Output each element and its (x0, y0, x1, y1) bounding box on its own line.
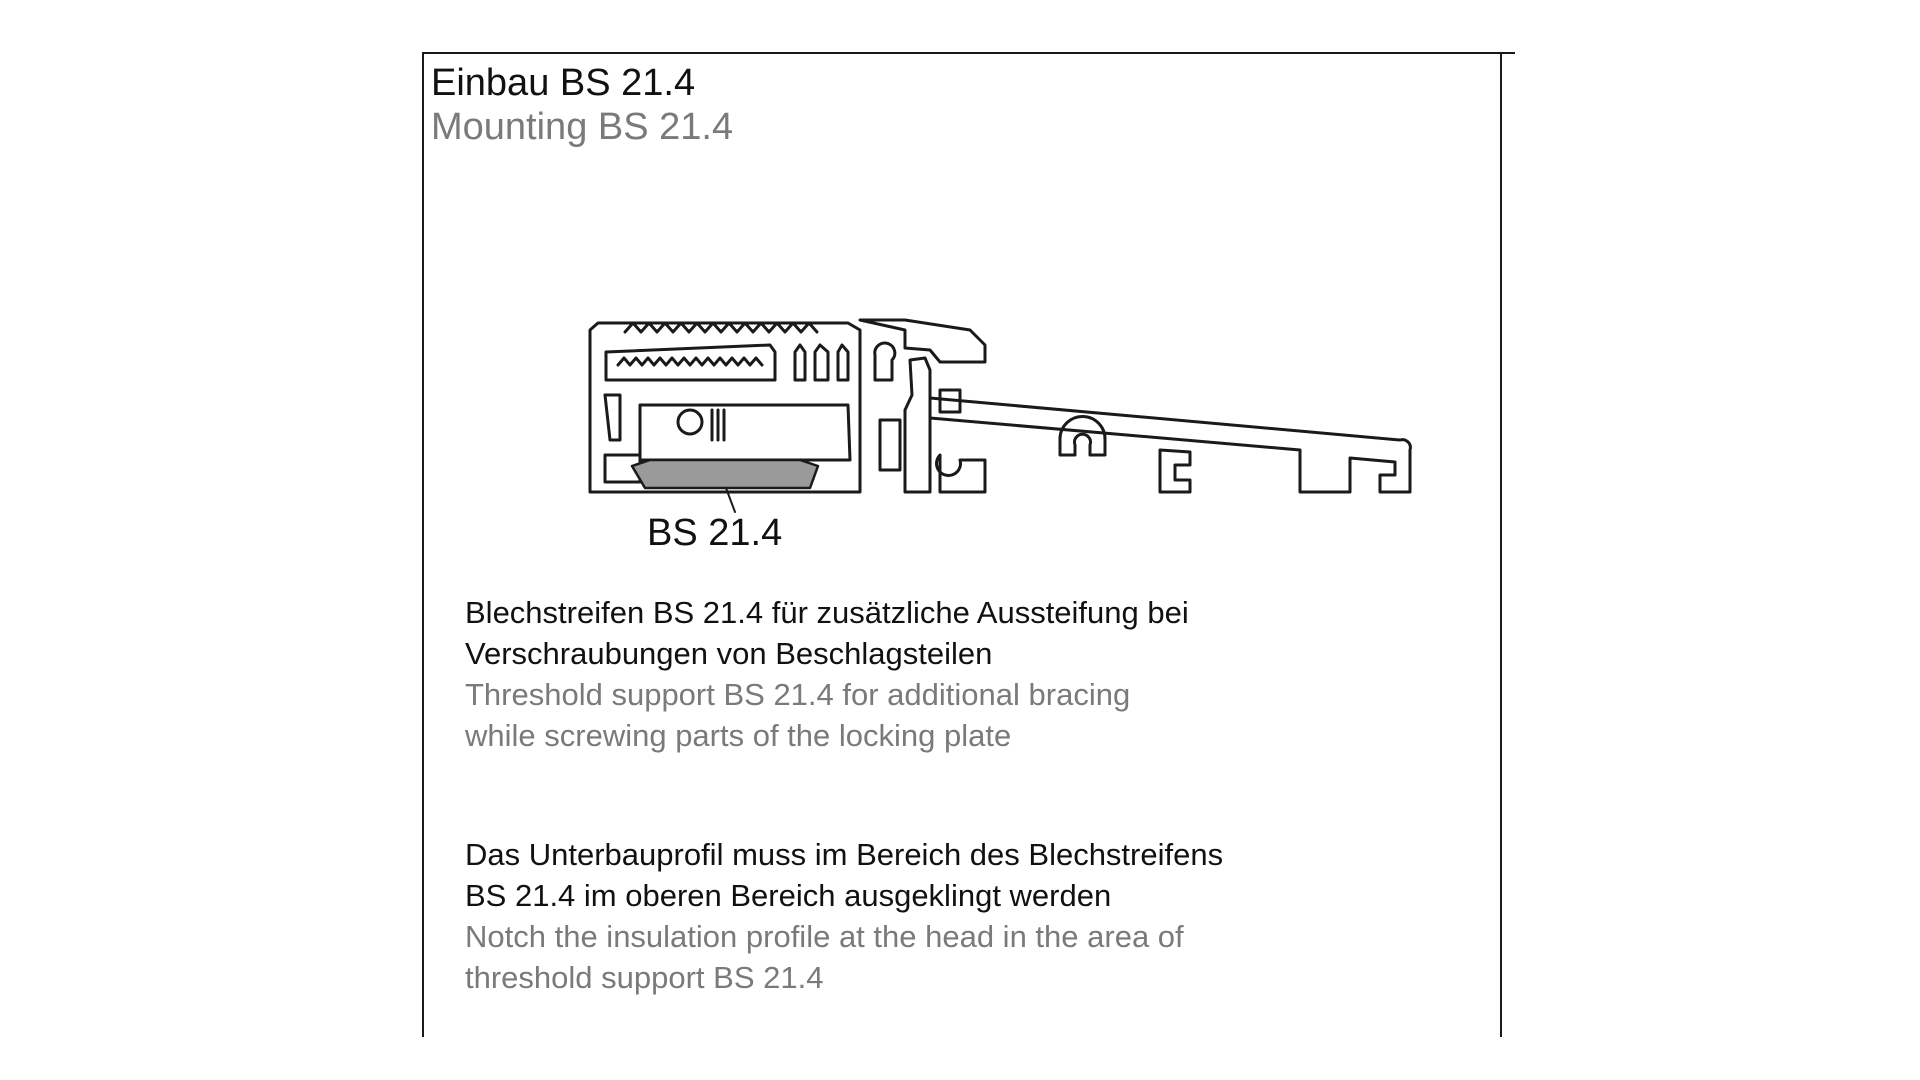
ramp-screw-port (1160, 450, 1190, 492)
note-strip-bracing (465, 592, 1189, 756)
title-english: Mounting BS 21.4 (431, 106, 734, 148)
note-notch-profile (465, 834, 1223, 998)
screw-threads (712, 410, 724, 440)
note-2-de-line-1: Das Unterbauprofil muss im Bereich des Blechstreifens (465, 837, 1224, 872)
ramp-plate (930, 398, 1410, 492)
middle-joint (860, 320, 985, 362)
clip-element (905, 358, 930, 492)
note-2-en-line-1: Notch the insulation profile at the head in the area of (465, 919, 1184, 954)
screw-channel (678, 410, 702, 434)
note-1-de-line-1: Blechstreifen BS 21.4 für zusätzliche Aussteifung bei (465, 595, 1189, 630)
title-german: Einbau BS 21.4 (431, 62, 696, 104)
lower-chamber (640, 405, 850, 460)
note-1-en-line-1: Threshold support BS 21.4 for additional bracing (465, 677, 1131, 712)
note-1-de-line-2: Verschraubungen von Beschlagsteilen (465, 636, 993, 671)
ramp-hook-left (1060, 416, 1105, 455)
bs-strip-highlight (632, 460, 818, 488)
note-1-en-line-2: while screwing parts of the locking plate (465, 718, 1012, 753)
note-2-en-line-2: threshold support BS 21.4 (465, 960, 824, 995)
note-2-de-line-2: BS 21.4 im oberen Bereich ausgeklingt werden (465, 878, 1112, 913)
part-label-bs-21-4: BS 21.4 (647, 512, 783, 554)
left-leg (605, 395, 620, 440)
clip-bars (795, 345, 848, 380)
bottom-lug (937, 455, 985, 492)
inner-clip (880, 420, 900, 470)
hook-element (875, 343, 895, 380)
serration-inner (618, 358, 762, 365)
